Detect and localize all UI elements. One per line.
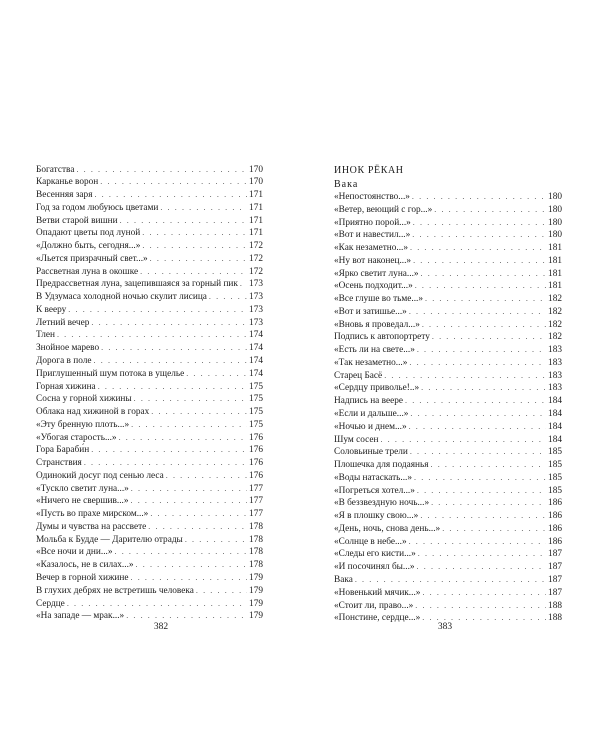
dot-leader <box>421 268 547 281</box>
toc-entry-title: «Погреться хотел...» <box>334 485 415 496</box>
dot-leader <box>432 331 546 344</box>
subsection-title: Вака <box>334 178 359 190</box>
toc-entry <box>36 393 263 406</box>
toc-entry <box>334 204 562 217</box>
toc-entry <box>334 561 562 574</box>
toc-entry <box>334 459 562 472</box>
toc-entry <box>334 574 562 587</box>
dot-leader <box>94 189 247 202</box>
toc-entry <box>36 317 263 330</box>
dot-leader <box>414 472 546 485</box>
toc-entry-title: «Ночью и днем...» <box>334 421 407 432</box>
toc-entry <box>334 600 562 613</box>
dot-leader <box>434 204 546 217</box>
toc-entry-title: Знойное марево <box>36 343 100 354</box>
toc-entry-page-number: 179 <box>249 598 263 609</box>
dot-leader <box>134 393 247 406</box>
toc-entry <box>36 546 263 559</box>
toc-entry-title: «Вот и навестил...» <box>334 230 411 241</box>
toc-entry <box>334 319 562 332</box>
toc-entry-page-number: 177 <box>249 496 263 507</box>
toc-entry-page-number: 173 <box>249 279 263 290</box>
toc-entry-title: «Если и дальше...» <box>334 409 409 420</box>
toc-entry-page-number: 175 <box>249 394 263 405</box>
dot-leader <box>136 559 248 572</box>
toc-entry-title: Год за годом любуюсь цветами <box>36 202 159 213</box>
dot-leader <box>140 266 247 279</box>
toc-entry-title: Приглушенный шум потока в ущелье <box>36 368 185 379</box>
toc-entry-page-number: 176 <box>249 470 263 481</box>
toc-entry-page-number: 182 <box>548 294 562 305</box>
toc-entry <box>36 329 263 342</box>
toc-entry-page-number: 187 <box>548 574 562 585</box>
toc-entry-page-number: 184 <box>548 409 562 420</box>
toc-entry-title: Горная хижина <box>36 381 96 392</box>
toc-entry-page-number: 182 <box>548 332 562 343</box>
toc-entry-title: К вееру <box>36 304 67 315</box>
toc-entry-page-number: 174 <box>249 330 263 341</box>
toc-entry-page-number: 174 <box>249 368 263 379</box>
toc-entry-title: «И посочинял бы...» <box>334 562 415 573</box>
dot-leader <box>186 368 247 381</box>
toc-entry-title: «Льется призрачный свет...» <box>36 253 148 264</box>
toc-entry-title: В Удзумаса холодной ночью скулит лисица <box>36 292 207 303</box>
toc-entry <box>334 587 562 600</box>
dot-leader <box>412 191 546 204</box>
toc-entry-page-number: 186 <box>548 523 562 534</box>
dot-leader <box>160 202 247 215</box>
toc-entry <box>334 191 562 204</box>
dot-leader <box>412 229 546 242</box>
toc-entry-title: Старец Басё <box>334 370 383 381</box>
toc-entry-title: Мольба к Будде — Дарителю отрады <box>36 534 183 545</box>
toc-entry-page-number: 181 <box>548 281 562 292</box>
toc-entry-title: Надпись на веере <box>334 396 404 407</box>
toc-entry-title: Думы и чувства на рассвете <box>36 521 147 532</box>
toc-entry-page-number: 173 <box>249 317 263 328</box>
toc-entry-page-number: 178 <box>249 547 263 558</box>
toc-entry-page-number: 182 <box>548 306 562 317</box>
dot-leader <box>84 457 247 470</box>
toc-entry <box>334 331 562 344</box>
toc-entry-title: «Новенький мячик...» <box>334 587 421 598</box>
toc-entry <box>334 434 562 447</box>
toc-entry <box>36 253 263 266</box>
toc-entry-page-number: 186 <box>548 536 562 547</box>
dot-leader <box>410 242 546 255</box>
toc-entry <box>36 457 263 470</box>
toc-entry <box>334 446 562 459</box>
toc-entry <box>334 472 562 485</box>
toc-entry-page-number: 180 <box>548 217 562 228</box>
dot-leader <box>91 444 247 457</box>
dot-leader <box>185 534 247 547</box>
toc-entry <box>334 395 562 408</box>
toc-entry-page-number: 186 <box>548 511 562 522</box>
dot-leader <box>410 408 546 421</box>
dot-leader <box>142 240 247 253</box>
toc-entry <box>36 534 263 547</box>
toc-entry-page-number: 185 <box>548 472 562 483</box>
toc-entry-title: Опадают цветы под луной <box>36 228 141 239</box>
dot-leader <box>209 291 247 304</box>
toc-entry-page-number: 171 <box>249 202 263 213</box>
toc-entry <box>334 280 562 293</box>
dot-leader <box>101 342 247 355</box>
toc-entry-page-number: 180 <box>548 204 562 215</box>
toc-entry-title: «Все глуше во тьме...» <box>334 294 424 305</box>
toc-entry-page-number: 186 <box>548 498 562 509</box>
toc-entry <box>36 368 263 381</box>
toc-entry <box>36 470 263 483</box>
toc-entry-title: «Убогая старость...» <box>36 432 117 443</box>
dot-leader <box>240 278 247 291</box>
toc-entry <box>36 342 263 355</box>
toc-entry-page-number: 184 <box>548 421 562 432</box>
toc-entry-page-number: 187 <box>548 549 562 560</box>
toc-entry-title: «Вновь я проведал...» <box>334 319 420 330</box>
toc-entry <box>334 548 562 561</box>
dot-leader <box>420 510 546 523</box>
dot-leader <box>409 421 546 434</box>
toc-entry-page-number: 185 <box>548 447 562 458</box>
toc-entry-title: «Следы его кисти...» <box>334 549 416 560</box>
dot-leader <box>384 370 546 383</box>
toc-entry-page-number: 180 <box>548 230 562 241</box>
left-table-of-contents <box>36 164 263 624</box>
toc-entry-title: Облака над хижиной в горах <box>36 407 150 418</box>
toc-entry-page-number: 183 <box>548 357 562 368</box>
toc-entry-page-number: 171 <box>249 190 263 201</box>
dot-leader <box>409 357 546 370</box>
toc-entry-page-number: 174 <box>249 355 263 366</box>
toc-entry-page-number: 175 <box>249 419 263 430</box>
dot-leader <box>120 215 247 228</box>
toc-entry-page-number: 181 <box>548 268 562 279</box>
toc-entry-title: Подпись к автопортрету <box>334 332 430 343</box>
toc-entry-page-number: 176 <box>249 445 263 456</box>
toc-entry-title: «Осень подходит...» <box>334 281 413 292</box>
toc-entry <box>334 217 562 230</box>
toc-entry-page-number: 170 <box>249 164 263 175</box>
toc-entry-title: Ветви старой вишни <box>36 215 118 226</box>
section-title: ИНОК РЁКАН <box>334 164 404 176</box>
toc-entry <box>334 268 562 281</box>
toc-entry <box>36 419 263 432</box>
dot-leader <box>355 574 546 587</box>
toc-entry-title: Соловьиные трели <box>334 447 408 458</box>
toc-entry-title: «Есть ли на свете...» <box>334 345 415 356</box>
toc-entry-title: «Стоит ли, право...» <box>334 600 414 611</box>
dot-leader <box>409 536 546 549</box>
toc-entry-title: «Сердцу приволье!..» <box>334 383 420 394</box>
toc-entry-title: «Солнце в небе...» <box>334 536 407 547</box>
right-page <box>300 0 600 750</box>
toc-entry-page-number: 171 <box>249 215 263 226</box>
toc-entry-page-number: 184 <box>548 396 562 407</box>
toc-entry-title: «Тускло светит луна...» <box>36 483 129 494</box>
toc-entry-page-number: 177 <box>249 509 263 520</box>
toc-entry-page-number: 182 <box>548 319 562 330</box>
dot-leader <box>196 585 247 598</box>
dot-leader <box>413 255 546 268</box>
toc-entry-page-number: 177 <box>249 483 263 494</box>
toc-entry <box>36 521 263 534</box>
dot-leader <box>410 446 546 459</box>
toc-entry-page-number: 184 <box>548 434 562 445</box>
dot-leader <box>380 434 546 447</box>
dot-leader <box>425 293 546 306</box>
right-table-of-contents <box>334 164 562 626</box>
toc-entry <box>36 189 263 202</box>
toc-entry-title: «Вот и затишье...» <box>334 306 407 317</box>
toc-entry-page-number: 188 <box>548 613 562 624</box>
toc-entry-page-number: 179 <box>249 611 263 622</box>
toc-entry <box>334 306 562 319</box>
toc-entry-page-number: 183 <box>548 370 562 381</box>
toc-entry-title: «Должно быть, сегодня...» <box>36 241 141 252</box>
right-page-number: 383 <box>437 622 453 632</box>
toc-entry-title: «На западе — мрак...» <box>36 611 125 622</box>
toc-entry <box>36 227 263 240</box>
dot-leader <box>415 600 546 613</box>
dot-leader <box>150 253 247 266</box>
toc-entry <box>36 598 263 611</box>
toc-entry-title: «Так незаметно...» <box>334 357 408 368</box>
dot-leader <box>431 497 546 510</box>
toc-entry-page-number: 178 <box>249 560 263 571</box>
toc-entry <box>36 278 263 291</box>
toc-entry <box>334 344 562 357</box>
toc-entry <box>36 559 263 572</box>
toc-entry-title: «Ярко светит луна...» <box>334 268 419 279</box>
dot-leader <box>409 306 546 319</box>
toc-entry-page-number: 171 <box>249 228 263 239</box>
dot-leader <box>413 217 546 230</box>
toc-entry <box>334 255 562 268</box>
toc-entry-title: «Приятно порой...» <box>334 217 411 228</box>
dot-leader <box>76 164 247 177</box>
toc-entry <box>334 242 562 255</box>
toc-entry-page-number: 170 <box>249 177 263 188</box>
toc-entry-page-number: 173 <box>249 292 263 303</box>
toc-entry <box>36 381 263 394</box>
toc-entry <box>36 291 263 304</box>
toc-entry <box>36 432 263 445</box>
left-page-number: 382 <box>153 622 169 632</box>
dot-leader <box>442 523 546 536</box>
toc-entry-page-number: 188 <box>548 600 562 611</box>
toc-entry <box>334 408 562 421</box>
toc-entry-title: Шум сосен <box>334 434 379 445</box>
toc-entry <box>334 536 562 549</box>
toc-entry-title: Одинокий досуг под сенью леса <box>36 470 164 481</box>
dot-leader <box>417 561 547 574</box>
dot-leader <box>166 470 247 483</box>
toc-entry-page-number: 187 <box>548 587 562 598</box>
toc-entry <box>36 202 263 215</box>
toc-entry <box>334 485 562 498</box>
toc-entry-title: Сосна у горной хижины <box>36 394 132 405</box>
toc-entry-page-number: 183 <box>548 383 562 394</box>
toc-entry <box>36 240 263 253</box>
dot-leader <box>405 395 546 408</box>
toc-entry-title: «Эту бренную плоть...» <box>36 419 130 430</box>
toc-entry-page-number: 183 <box>548 345 562 356</box>
toc-entry-title: «Я в плошку свою...» <box>334 511 419 522</box>
toc-entry <box>36 495 263 508</box>
dot-leader <box>98 381 247 394</box>
toc-entry-title: «Ветер, веющий с гор...» <box>334 204 433 215</box>
toc-entry-title: «Воды натаскать...» <box>334 472 413 483</box>
toc-entry-page-number: 176 <box>249 432 263 443</box>
toc-entry <box>36 444 263 457</box>
toc-entry-title: «Непостоянство...» <box>334 192 410 202</box>
toc-entry-title: Сердце <box>36 598 65 609</box>
toc-entry <box>36 508 263 521</box>
toc-entry <box>36 585 263 598</box>
toc-entry-title: «Все ночи и дни...» <box>36 547 113 558</box>
toc-entry <box>334 357 562 370</box>
dot-leader <box>417 344 546 357</box>
dot-leader <box>115 546 248 559</box>
toc-entry-title: «Казалось, не в силах...» <box>36 560 134 571</box>
dot-leader <box>418 548 546 561</box>
toc-entry-page-number: 179 <box>249 573 263 583</box>
toc-entry-title: Тлен <box>36 330 55 341</box>
toc-entry <box>334 370 562 383</box>
dot-leader <box>67 598 247 611</box>
dot-leader <box>131 495 248 508</box>
dot-leader <box>57 329 247 342</box>
toc-entry-title: Предрассветная луна, зацепившаяся за горный пик <box>36 279 238 290</box>
toc-entry-page-number: 174 <box>249 343 263 354</box>
toc-entry-page-number: 180 <box>548 192 562 202</box>
toc-entry-page-number: 172 <box>249 253 263 264</box>
toc-entry-page-number: 179 <box>249 585 263 596</box>
toc-entry-page-number: 175 <box>249 407 263 418</box>
toc-entry-page-number: 176 <box>249 458 263 469</box>
toc-entry-page-number: 181 <box>548 243 562 254</box>
toc-entry-title: Дорога в поле <box>36 355 92 366</box>
toc-entry-title: Странствия <box>36 458 82 469</box>
toc-entry-title: «Ничего не свершив...» <box>36 496 129 507</box>
toc-entry-title: «Пусть во прахе мирском...» <box>36 509 149 520</box>
toc-entry-title: «День, ночь, снова день...» <box>334 523 441 534</box>
dot-leader <box>91 317 247 330</box>
dot-leader <box>431 459 547 472</box>
toc-entry-page-number: 185 <box>548 485 562 496</box>
dot-leader <box>94 355 248 368</box>
toc-entry-page-number: 178 <box>249 534 263 545</box>
dot-leader <box>151 406 247 419</box>
dot-leader <box>68 304 247 317</box>
toc-entry-title: Весенняя заря <box>36 190 93 201</box>
dot-leader <box>417 485 546 498</box>
dot-leader <box>119 432 247 445</box>
toc-entry <box>334 229 562 242</box>
dot-leader <box>421 382 546 395</box>
toc-entry-page-number: 175 <box>249 381 263 392</box>
toc-entry <box>36 406 263 419</box>
toc-entry-title: «Как незаметно...» <box>334 243 409 254</box>
toc-entry-title: Рассветная луна в окошке <box>36 266 139 277</box>
toc-entry <box>36 572 263 585</box>
dot-leader <box>131 572 248 585</box>
toc-entry-title: «В беззвездную ночь...» <box>334 498 430 509</box>
dot-leader <box>422 587 546 600</box>
dot-leader <box>415 280 546 293</box>
toc-entry-title: Вечер в горной хижине <box>36 573 129 583</box>
toc-entry-page-number: 181 <box>548 255 562 266</box>
toc-entry <box>334 293 562 306</box>
toc-entry <box>334 510 562 523</box>
toc-entry-page-number: 178 <box>249 521 263 532</box>
toc-entry-page-number: 172 <box>249 266 263 277</box>
toc-entry <box>36 304 263 317</box>
toc-entry <box>36 266 263 279</box>
toc-entry <box>334 523 562 536</box>
toc-entry-title: «Понстине, сердце...» <box>334 613 421 624</box>
toc-entry <box>334 497 562 510</box>
toc-entry-title: Богатства <box>36 164 75 175</box>
dot-leader <box>150 508 247 521</box>
toc-entry-title: Вака <box>334 574 353 585</box>
toc-entry <box>36 164 263 177</box>
toc-entry-page-number: 173 <box>249 304 263 315</box>
toc-entry-title: «Ну вот наконец...» <box>334 255 412 266</box>
toc-entry <box>36 176 263 189</box>
dot-leader <box>100 176 247 189</box>
toc-entry <box>334 421 562 434</box>
dot-leader <box>142 227 247 240</box>
dot-leader <box>131 483 247 496</box>
toc-entry-title: Летний вечер <box>36 317 90 328</box>
toc-entry-title: Плошечка для подаянья <box>334 460 429 471</box>
toc-entry-title: В глухих дебрях не встретишь человека <box>36 585 194 596</box>
toc-entry-title: Гора Бараби́н <box>36 445 90 456</box>
toc-entry-page-number: 187 <box>548 562 562 573</box>
toc-entry <box>36 215 263 228</box>
toc-entry <box>334 382 562 395</box>
dot-leader <box>422 319 546 332</box>
toc-entry-page-number: 172 <box>249 241 263 252</box>
toc-entry <box>36 355 263 368</box>
dot-leader <box>131 419 247 432</box>
toc-entry-page-number: 185 <box>548 460 562 471</box>
toc-entry <box>36 483 263 496</box>
dot-leader <box>148 521 247 534</box>
toc-entry-title: Карканье ворон <box>36 177 99 188</box>
